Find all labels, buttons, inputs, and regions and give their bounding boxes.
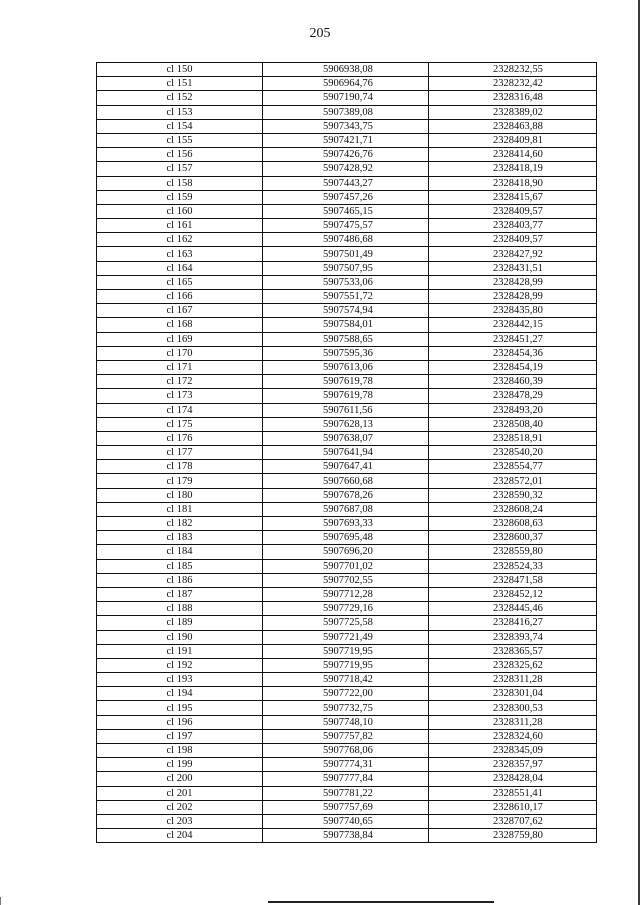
- point-id-cell: cl 164: [97, 261, 263, 275]
- x-coordinate-cell: 5907475,57: [263, 219, 429, 233]
- point-id-cell: cl 196: [97, 715, 263, 729]
- point-id-cell: cl 204: [97, 829, 263, 843]
- point-id-cell: cl 199: [97, 758, 263, 772]
- point-id-cell: cl 176: [97, 431, 263, 445]
- y-coordinate-cell: 2328415,67: [429, 190, 597, 204]
- y-coordinate-cell: 2328608,24: [429, 502, 597, 516]
- table-row: [97, 531, 597, 545]
- point-id-cell: cl 189: [97, 616, 263, 630]
- y-coordinate-cell: 2328445,46: [429, 602, 597, 616]
- y-coordinate-cell: 2328554,77: [429, 460, 597, 474]
- point-id-cell: cl 155: [97, 133, 263, 147]
- y-coordinate-cell: 2328600,37: [429, 531, 597, 545]
- point-id-cell: cl 152: [97, 91, 263, 105]
- y-coordinate-cell: 2328590,32: [429, 488, 597, 502]
- point-id-cell: cl 163: [97, 247, 263, 261]
- x-coordinate-cell: 5907701,02: [263, 559, 429, 573]
- x-coordinate-cell: 5907628,13: [263, 417, 429, 431]
- point-id-cell: cl 186: [97, 573, 263, 587]
- x-coordinate-cell: 5907781,22: [263, 786, 429, 800]
- x-coordinate-cell: 5907611,56: [263, 403, 429, 417]
- point-id-cell: cl 181: [97, 502, 263, 516]
- table-row: [97, 219, 597, 233]
- x-coordinate-cell: 5907613,06: [263, 360, 429, 374]
- table-row: [97, 105, 597, 119]
- table-row: [97, 630, 597, 644]
- table-row: [97, 800, 597, 814]
- y-coordinate-cell: 2328540,20: [429, 446, 597, 460]
- table-row: [97, 233, 597, 247]
- x-coordinate-cell: 5907696,20: [263, 545, 429, 559]
- x-coordinate-cell: 5907389,08: [263, 105, 429, 119]
- x-coordinate-cell: 5906938,08: [263, 63, 429, 77]
- table-row: [97, 545, 597, 559]
- y-coordinate-cell: 2328452,12: [429, 587, 597, 601]
- table-row: [97, 814, 597, 828]
- y-coordinate-cell: 2328451,27: [429, 332, 597, 346]
- point-id-cell: cl 170: [97, 346, 263, 360]
- coordinates-table-body: [97, 63, 597, 843]
- x-coordinate-cell: 5907693,33: [263, 517, 429, 531]
- table-row: [97, 77, 597, 91]
- table-row: [97, 644, 597, 658]
- page-number: 205: [309, 26, 331, 41]
- point-id-cell: cl 197: [97, 729, 263, 743]
- point-id-cell: cl 195: [97, 701, 263, 715]
- point-id-cell: cl 150: [97, 63, 263, 77]
- table-row: [97, 729, 597, 743]
- point-id-cell: cl 154: [97, 119, 263, 133]
- y-coordinate-cell: 2328463,88: [429, 119, 597, 133]
- y-coordinate-cell: 2328610,17: [429, 800, 597, 814]
- y-coordinate-cell: 2328409,81: [429, 133, 597, 147]
- x-coordinate-cell: 5907641,94: [263, 446, 429, 460]
- x-coordinate-cell: 5907584,01: [263, 318, 429, 332]
- y-coordinate-cell: 2328414,60: [429, 148, 597, 162]
- table-row: [97, 176, 597, 190]
- x-coordinate-cell: 5907740,65: [263, 814, 429, 828]
- point-id-cell: cl 191: [97, 644, 263, 658]
- point-id-cell: cl 203: [97, 814, 263, 828]
- table-row: [97, 190, 597, 204]
- y-coordinate-cell: 2328524,33: [429, 559, 597, 573]
- x-coordinate-cell: 5907426,76: [263, 148, 429, 162]
- table-row: [97, 247, 597, 261]
- y-coordinate-cell: 2328759,80: [429, 829, 597, 843]
- table-row: [97, 673, 597, 687]
- x-coordinate-cell: 5907551,72: [263, 290, 429, 304]
- y-coordinate-cell: 2328324,60: [429, 729, 597, 743]
- point-id-cell: cl 179: [97, 474, 263, 488]
- point-id-cell: cl 160: [97, 204, 263, 218]
- x-coordinate-cell: 5907721,49: [263, 630, 429, 644]
- point-id-cell: cl 194: [97, 687, 263, 701]
- table-row: [97, 517, 597, 531]
- table-row: [97, 829, 597, 843]
- point-id-cell: cl 171: [97, 360, 263, 374]
- point-id-cell: cl 202: [97, 800, 263, 814]
- x-coordinate-cell: 5907457,26: [263, 190, 429, 204]
- table-row: [97, 758, 597, 772]
- point-id-cell: cl 182: [97, 517, 263, 531]
- table-row: [97, 616, 597, 630]
- y-coordinate-cell: 2328572,01: [429, 474, 597, 488]
- y-coordinate-cell: 2328428,04: [429, 772, 597, 786]
- y-coordinate-cell: 2328232,42: [429, 77, 597, 91]
- x-coordinate-cell: 5907718,42: [263, 673, 429, 687]
- x-coordinate-cell: 5907774,31: [263, 758, 429, 772]
- y-coordinate-cell: 2328518,91: [429, 431, 597, 445]
- table-row: [97, 446, 597, 460]
- point-id-cell: cl 175: [97, 417, 263, 431]
- table-row: [97, 290, 597, 304]
- x-coordinate-cell: 5907757,82: [263, 729, 429, 743]
- point-id-cell: cl 198: [97, 744, 263, 758]
- table-row: [97, 431, 597, 445]
- y-coordinate-cell: 2328427,92: [429, 247, 597, 261]
- table-row: [97, 332, 597, 346]
- x-coordinate-cell: 5907748,10: [263, 715, 429, 729]
- y-coordinate-cell: 2328300,53: [429, 701, 597, 715]
- x-coordinate-cell: 5907343,75: [263, 119, 429, 133]
- table-row: [97, 460, 597, 474]
- y-coordinate-cell: 2328418,19: [429, 162, 597, 176]
- table-row: [97, 389, 597, 403]
- point-id-cell: cl 172: [97, 375, 263, 389]
- y-coordinate-cell: 2328403,77: [429, 219, 597, 233]
- x-coordinate-cell: 5907647,41: [263, 460, 429, 474]
- y-coordinate-cell: 2328409,57: [429, 233, 597, 247]
- x-coordinate-cell: 5907777,84: [263, 772, 429, 786]
- point-id-cell: cl 168: [97, 318, 263, 332]
- y-coordinate-cell: 2328442,15: [429, 318, 597, 332]
- y-coordinate-cell: 2328608,63: [429, 517, 597, 531]
- x-coordinate-cell: 5907719,95: [263, 644, 429, 658]
- y-coordinate-cell: 2328428,99: [429, 290, 597, 304]
- table-row: [97, 261, 597, 275]
- point-id-cell: cl 162: [97, 233, 263, 247]
- table-row: [97, 474, 597, 488]
- y-coordinate-cell: 2328551,41: [429, 786, 597, 800]
- y-coordinate-cell: 2328389,02: [429, 105, 597, 119]
- y-coordinate-cell: 2328471,58: [429, 573, 597, 587]
- y-coordinate-cell: 2328493,20: [429, 403, 597, 417]
- x-coordinate-cell: 5906964,76: [263, 77, 429, 91]
- point-id-cell: cl 173: [97, 389, 263, 403]
- point-id-cell: cl 201: [97, 786, 263, 800]
- y-coordinate-cell: 2328428,99: [429, 275, 597, 289]
- x-coordinate-cell: 5907712,28: [263, 587, 429, 601]
- point-id-cell: cl 193: [97, 673, 263, 687]
- table-row: [97, 488, 597, 502]
- table-row: [97, 304, 597, 318]
- x-coordinate-cell: 5907619,78: [263, 389, 429, 403]
- table-row: [97, 91, 597, 105]
- point-id-cell: cl 190: [97, 630, 263, 644]
- x-coordinate-cell: 5907595,36: [263, 346, 429, 360]
- table-row: [97, 148, 597, 162]
- y-coordinate-cell: 2328416,27: [429, 616, 597, 630]
- y-coordinate-cell: 2328707,62: [429, 814, 597, 828]
- y-coordinate-cell: 2328311,28: [429, 673, 597, 687]
- table-row: [97, 133, 597, 147]
- table-row: [97, 318, 597, 332]
- x-coordinate-cell: 5907443,27: [263, 176, 429, 190]
- y-coordinate-cell: 2328409,57: [429, 204, 597, 218]
- table-row: [97, 63, 597, 77]
- point-id-cell: cl 158: [97, 176, 263, 190]
- point-id-cell: cl 184: [97, 545, 263, 559]
- table-row: [97, 360, 597, 374]
- table-row: [97, 119, 597, 133]
- y-coordinate-cell: 2328431,51: [429, 261, 597, 275]
- table-row: [97, 573, 597, 587]
- left-scan-mark: [0, 897, 1, 905]
- x-coordinate-cell: 5907465,15: [263, 204, 429, 218]
- table-row: [97, 701, 597, 715]
- point-id-cell: cl 174: [97, 403, 263, 417]
- table-row: [97, 687, 597, 701]
- x-coordinate-cell: 5907660,68: [263, 474, 429, 488]
- point-id-cell: cl 165: [97, 275, 263, 289]
- point-id-cell: cl 167: [97, 304, 263, 318]
- y-coordinate-cell: 2328508,40: [429, 417, 597, 431]
- point-id-cell: cl 188: [97, 602, 263, 616]
- y-coordinate-cell: 2328435,80: [429, 304, 597, 318]
- point-id-cell: cl 151: [97, 77, 263, 91]
- x-coordinate-cell: 5907722,00: [263, 687, 429, 701]
- x-coordinate-cell: 5907678,26: [263, 488, 429, 502]
- x-coordinate-cell: 5907507,95: [263, 261, 429, 275]
- y-coordinate-cell: 2328418,90: [429, 176, 597, 190]
- table-row: [97, 204, 597, 218]
- table-row: [97, 658, 597, 672]
- table-row: [97, 772, 597, 786]
- coordinates-table: [96, 62, 597, 843]
- x-coordinate-cell: 5907732,75: [263, 701, 429, 715]
- y-coordinate-cell: 2328478,29: [429, 389, 597, 403]
- x-coordinate-cell: 5907768,06: [263, 744, 429, 758]
- table-row: [97, 346, 597, 360]
- bottom-scan-mark: [268, 901, 494, 903]
- table-row: [97, 715, 597, 729]
- table-row: [97, 275, 597, 289]
- y-coordinate-cell: 2328311,28: [429, 715, 597, 729]
- y-coordinate-cell: 2328345,09: [429, 744, 597, 758]
- point-id-cell: cl 185: [97, 559, 263, 573]
- x-coordinate-cell: 5907729,16: [263, 602, 429, 616]
- table-row: [97, 375, 597, 389]
- table-row: [97, 403, 597, 417]
- y-coordinate-cell: 2328454,36: [429, 346, 597, 360]
- point-id-cell: cl 153: [97, 105, 263, 119]
- point-id-cell: cl 200: [97, 772, 263, 786]
- table-row: [97, 786, 597, 800]
- y-coordinate-cell: 2328325,62: [429, 658, 597, 672]
- x-coordinate-cell: 5907638,07: [263, 431, 429, 445]
- point-id-cell: cl 183: [97, 531, 263, 545]
- y-coordinate-cell: 2328460,39: [429, 375, 597, 389]
- y-coordinate-cell: 2328559,80: [429, 545, 597, 559]
- y-coordinate-cell: 2328301,04: [429, 687, 597, 701]
- y-coordinate-cell: 2328357,97: [429, 758, 597, 772]
- x-coordinate-cell: 5907428,92: [263, 162, 429, 176]
- x-coordinate-cell: 5907421,71: [263, 133, 429, 147]
- point-id-cell: cl 180: [97, 488, 263, 502]
- point-id-cell: cl 178: [97, 460, 263, 474]
- y-coordinate-cell: 2328454,19: [429, 360, 597, 374]
- point-id-cell: cl 169: [97, 332, 263, 346]
- table-row: [97, 502, 597, 516]
- y-coordinate-cell: 2328232,55: [429, 63, 597, 77]
- point-id-cell: cl 157: [97, 162, 263, 176]
- x-coordinate-cell: 5907695,48: [263, 531, 429, 545]
- point-id-cell: cl 192: [97, 658, 263, 672]
- x-coordinate-cell: 5907719,95: [263, 658, 429, 672]
- y-coordinate-cell: 2328393,74: [429, 630, 597, 644]
- x-coordinate-cell: 5907702,55: [263, 573, 429, 587]
- point-id-cell: cl 166: [97, 290, 263, 304]
- x-coordinate-cell: 5907738,84: [263, 829, 429, 843]
- point-id-cell: cl 156: [97, 148, 263, 162]
- x-coordinate-cell: 5907725,58: [263, 616, 429, 630]
- table-row: [97, 417, 597, 431]
- x-coordinate-cell: 5907588,65: [263, 332, 429, 346]
- table-row: [97, 587, 597, 601]
- x-coordinate-cell: 5907619,78: [263, 375, 429, 389]
- table-row: [97, 744, 597, 758]
- x-coordinate-cell: 5907486,68: [263, 233, 429, 247]
- x-coordinate-cell: 5907533,06: [263, 275, 429, 289]
- point-id-cell: cl 177: [97, 446, 263, 460]
- x-coordinate-cell: 5907574,94: [263, 304, 429, 318]
- point-id-cell: cl 187: [97, 587, 263, 601]
- y-coordinate-cell: 2328365,57: [429, 644, 597, 658]
- table-row: [97, 602, 597, 616]
- table-row: [97, 162, 597, 176]
- point-id-cell: cl 161: [97, 219, 263, 233]
- y-coordinate-cell: 2328316,48: [429, 91, 597, 105]
- x-coordinate-cell: 5907757,69: [263, 800, 429, 814]
- table-row: [97, 559, 597, 573]
- x-coordinate-cell: 5907687,08: [263, 502, 429, 516]
- x-coordinate-cell: 5907190,74: [263, 91, 429, 105]
- point-id-cell: cl 159: [97, 190, 263, 204]
- x-coordinate-cell: 5907501,49: [263, 247, 429, 261]
